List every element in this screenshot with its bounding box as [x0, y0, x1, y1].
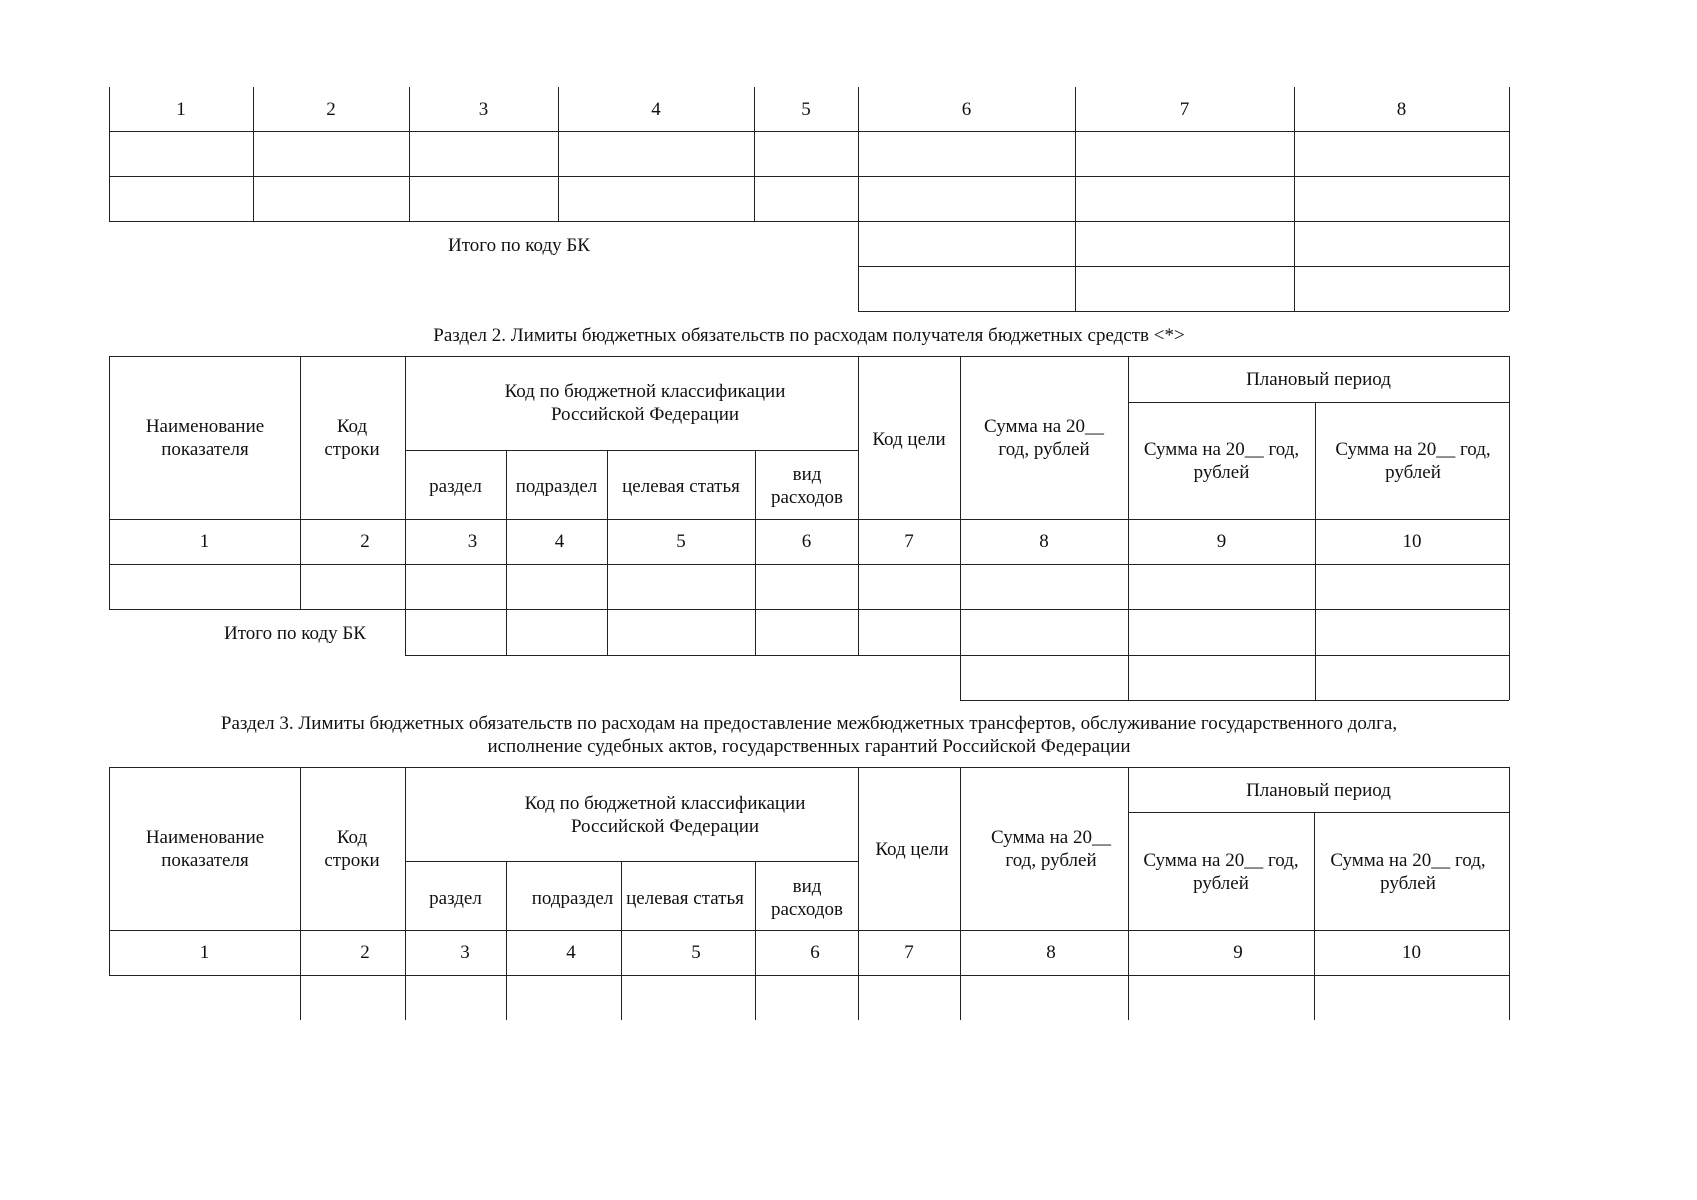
header-planned-period: Плановый период	[1246, 369, 1391, 390]
col-number: 7	[1179, 99, 1190, 120]
col-number: 6	[961, 99, 972, 120]
col-number: 5	[691, 942, 701, 963]
col-number: 5	[801, 99, 811, 120]
col-number: 2	[360, 942, 370, 963]
col-number: 2	[326, 99, 336, 120]
header-row-code: Код строки	[324, 416, 380, 460]
col-number: 1	[199, 942, 210, 963]
col-number: 4	[554, 531, 565, 552]
col-number: 9	[1233, 942, 1243, 963]
col-number: 1	[199, 531, 210, 552]
header-sum-current: Сумма на 20__ год, рублей	[991, 827, 1111, 871]
col-number: 6	[801, 531, 812, 552]
section3-title-line2: исполнение судебных актов, государственных гарантий Российской Федерации	[487, 736, 1131, 757]
col-number: 6	[810, 942, 820, 963]
header-razdel: раздел	[429, 476, 482, 497]
header-target-article: целевая статья	[626, 888, 744, 909]
col-number: 3	[478, 99, 489, 120]
section3-title-line1: Раздел 3. Лимиты бюджетных обязательств по расходам на предоставление межбюджетных трансфертов, обслуживание государственного долга,	[220, 713, 1398, 734]
header-sum-plan1: Сумма на 20__ год, рублей	[1143, 850, 1299, 894]
col-number: 4	[566, 942, 576, 963]
header-row-code: Код строки	[324, 827, 380, 871]
header-sum-plan2: Сумма на 20__ год, рублей	[1330, 850, 1486, 894]
header-expense-type: вид расходов	[771, 876, 843, 920]
col-number: 4	[651, 99, 661, 120]
total-label: Итого по коду БК	[224, 623, 366, 644]
section2-title: Раздел 2. Лимиты бюджетных обязательств по расходам получателя бюджетных средств <*>	[433, 325, 1185, 346]
header-sum-plan1: Сумма на 20__ год, рублей	[1143, 439, 1300, 483]
header-goal-code: Код цели	[872, 429, 946, 450]
total-label: Итого по коду БК	[448, 235, 590, 256]
col-number: 7	[904, 942, 914, 963]
header-goal-code: Код цели	[875, 839, 949, 860]
col-number: 1	[176, 99, 186, 120]
header-podrazdel: подраздел	[531, 888, 614, 909]
col-number: 2	[360, 531, 370, 552]
col-number: 8	[1039, 531, 1049, 552]
header-bk-code: Код по бюджетной классификации Российской Федерации	[504, 381, 786, 425]
header-sum-current: Сумма на 20__ год, рублей	[984, 416, 1104, 460]
col-number: 8	[1396, 99, 1407, 120]
header-expense-type: вид расходов	[771, 464, 843, 508]
col-number: 3	[467, 531, 478, 552]
col-number: 10	[1402, 531, 1422, 552]
col-number: 7	[904, 531, 914, 552]
col-number: 8	[1046, 942, 1056, 963]
col-number: 3	[460, 942, 470, 963]
col-number: 5	[676, 531, 686, 552]
header-sum-plan2: Сумма на 20__ год, рублей	[1335, 439, 1491, 483]
col-number: 9	[1216, 531, 1227, 552]
header-name: Наименование показателя	[145, 416, 265, 460]
header-razdel: раздел	[429, 888, 482, 909]
col-number: 10	[1402, 942, 1421, 963]
header-target-article: целевая статья	[622, 476, 740, 497]
header-name: Наименование показателя	[145, 827, 265, 871]
header-podrazdel: подраздел	[515, 476, 598, 497]
header-bk-code: Код по бюджетной классификации Российской Федерации	[524, 793, 806, 837]
header-planned-period: Плановый период	[1246, 780, 1391, 801]
